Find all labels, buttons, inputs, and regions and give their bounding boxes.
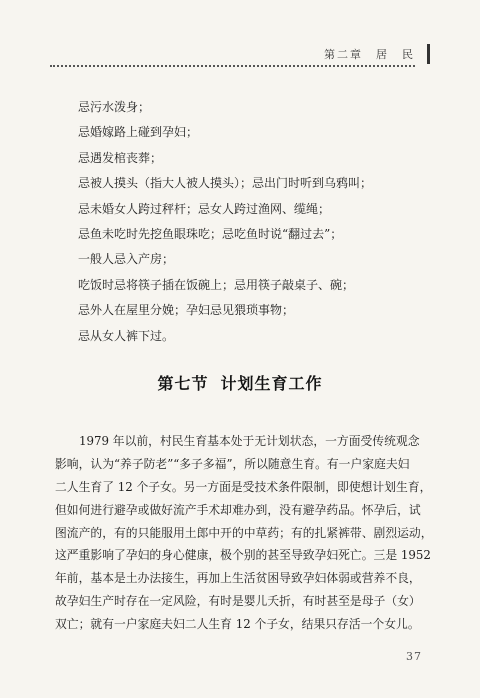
paragraph-line: 故孕妇生产时存在一定风险，有时是婴儿夭折，有时甚至是母子（女） (55, 594, 421, 609)
header-dotted-rule (50, 65, 415, 67)
header-bar (427, 44, 430, 64)
section-heading (0, 371, 480, 394)
list-item: 忌婚嫁路上碰到孕妇； (78, 125, 199, 140)
paragraph-line: 但如何进行避孕或做好流产手术却难办到，没有避孕药品。怀孕后，试 (55, 502, 421, 517)
list-item: 一般人忌入产房； (78, 252, 175, 267)
list-item: 忌未婚女人跨过秤杆；忌女人跨过渔网、缆绳； (78, 201, 331, 216)
paragraph-line: 二人生育了 12 个子女。另一方面是受技术条件限制，即使想计划生育， (55, 479, 432, 494)
paragraph-line: 年前，基本是土办法接生，再加上生活贫困导致孕妇体弱或营养不良， (55, 571, 421, 586)
paragraph-line: 1979 年以前，村民生育基本处于无计划状态，一方面受传统观念 (79, 434, 420, 448)
list-item: 忌被人摸头（指大人被人摸头）；忌出门时听到乌鸦叫； (78, 176, 373, 191)
paragraph-line: 影响，认为“养子防老”“多子多福”，所以随意生育。有一户家庭夫妇 (55, 456, 410, 471)
paragraph-line: 双亡；就有一户家庭夫妇二人生育 12 个子女，结果只存活一个女儿。 (55, 617, 420, 632)
list-item: 吃饭时忌将筷子插在饭碗上；忌用筷子敲桌子、碗； (78, 277, 355, 292)
list-item: 忌从女人裤下过。 (78, 328, 175, 343)
body-paragraph (55, 430, 433, 636)
running-head-group (324, 44, 430, 64)
section-title: 计划生育工作 (220, 374, 323, 393)
paragraph-line: 这严重影响了孕妇的身心健康，极个别的甚至导致孕妇死亡。三是 1952 (55, 548, 431, 563)
taboo-list (78, 95, 438, 349)
list-item: 忌外人在屋里分娩；孕妇忌见猥琐事物； (78, 303, 295, 318)
page-number: 37 (406, 650, 422, 663)
section-number: 第七节 (157, 374, 209, 393)
running-head: 第二章 居 民 (324, 48, 415, 61)
paragraph-line: 图流产的，有的只能服用土郎中开的中草药；有的扎紧裤带、剧烈运动， (55, 525, 433, 540)
list-item: 忌遇发棺丧葬； (78, 150, 163, 165)
list-item: 忌污水泼身； (78, 100, 151, 114)
list-item: 忌鱼未吃时先挖鱼眼珠吃；忌吃鱼时说“翻过去”； (78, 226, 343, 241)
